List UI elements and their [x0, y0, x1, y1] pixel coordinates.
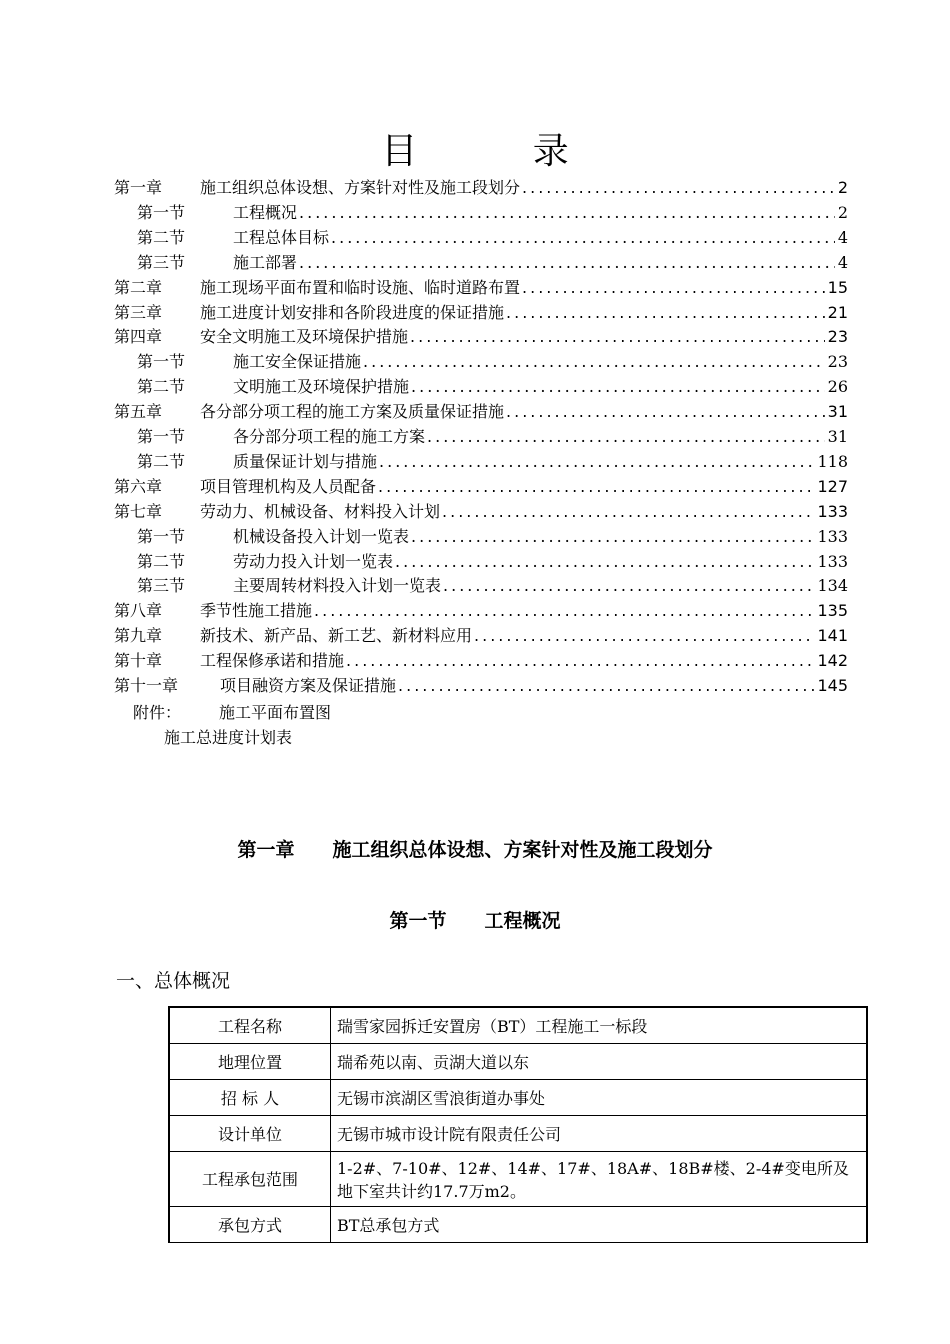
row-label: 地理位置	[169, 1043, 331, 1079]
toc-chapter-entry[interactable]	[114, 598, 848, 622]
toc-section-entry[interactable]	[137, 225, 848, 249]
toc-entry-number: 第二节	[137, 451, 186, 471]
toc-entry-number: 第十一章	[114, 676, 179, 695]
toc-entry-number: 第七章	[114, 501, 163, 521]
toc-section-entry[interactable]	[137, 524, 848, 548]
toc-leader-dots	[395, 552, 814, 571]
table-row	[169, 1151, 867, 1206]
toc-entry-title: 工程总体目标	[233, 227, 330, 247]
toc-entry-number: 第二节	[137, 227, 186, 247]
toc-entry-title: 质量保证计划与措施	[233, 451, 378, 471]
toc-leader-dots	[443, 576, 814, 595]
toc-entry-number: 第三节	[137, 252, 186, 272]
toc-page-number: 4	[837, 252, 848, 272]
toc-entry-number: 第九章	[114, 626, 163, 646]
toc-page-number: 135	[817, 601, 848, 621]
toc-section-entry[interactable]	[137, 349, 848, 373]
attachment-item: 施工总进度计划表	[164, 728, 293, 747]
toc-entry-number: 第一节	[137, 202, 186, 222]
toc-entry-title: 新技术、新产品、新工艺、新材料应用	[200, 626, 473, 646]
overview-subheading: 一、总体概况	[116, 970, 231, 992]
toc-leader-dots	[398, 676, 814, 695]
toc-entry-title: 机械设备投入计划一览表	[233, 526, 410, 546]
toc-page-number: 31	[827, 427, 848, 446]
toc-leader-dots	[506, 402, 825, 421]
row-label: 工程名称	[169, 1007, 331, 1043]
row-label: 承包方式	[169, 1206, 331, 1242]
section-heading: 第一节 工程概况	[389, 910, 561, 932]
toc-entry-number: 第八章	[114, 601, 163, 621]
toc-entry-title: 施工部署	[233, 252, 298, 272]
toc-entry-number: 第一章	[114, 178, 163, 197]
toc-page-number: 142	[817, 651, 848, 671]
toc-leader-dots	[442, 502, 814, 521]
toc-page-number: 15	[827, 277, 848, 297]
toc-entry-title: 劳动力、机械设备、材料投入计划	[200, 501, 441, 521]
toc-entry-number: 第四章	[114, 327, 163, 347]
toc-page-number: 141	[817, 626, 848, 646]
toc-chapter-entry[interactable]	[114, 474, 848, 498]
toc-entry-number: 第二节	[137, 377, 186, 397]
toc-entry-title: 各分部分项工程的施工方案	[233, 427, 426, 446]
toc-entry-title: 施工现场平面布置和临时设施、临时道路布置	[200, 277, 521, 297]
toc-page-number: 134	[817, 576, 848, 596]
toc-entry-title: 安全文明施工及环境保护措施	[200, 327, 409, 347]
toc-leader-dots	[363, 352, 825, 371]
attachments-label: 附件：	[133, 703, 182, 722]
toc-page-number: 2	[837, 178, 848, 197]
toc-entry-title: 劳动力投入计划一览表	[233, 551, 394, 571]
toc-chapter-entry[interactable]	[114, 673, 848, 697]
toc-page-number: 145	[817, 676, 848, 695]
toc-entry-number: 第一节	[137, 526, 186, 546]
row-value: 瑞希苑以南、贡湖大道以东	[331, 1043, 868, 1079]
attachment-item: 施工平面布置图	[219, 703, 332, 722]
row-label: 招 标 人	[169, 1079, 331, 1115]
toc-entry-number: 第五章	[114, 402, 163, 422]
toc-section-entry[interactable]	[137, 200, 848, 224]
table-row	[169, 1043, 867, 1079]
toc-chapter-entry[interactable]	[114, 648, 848, 672]
toc-entry-number: 第二章	[114, 277, 163, 297]
project-overview-table	[168, 1006, 868, 1243]
toc-page-number: 118	[817, 451, 848, 471]
row-label: 工程承包范围	[169, 1151, 331, 1206]
toc-leader-dots	[411, 527, 814, 546]
toc-entry-title: 各分部分项工程的施工方案及质量保证措施	[200, 402, 505, 422]
toc-page-number: 2	[837, 202, 848, 222]
toc-chapter-entry[interactable]	[114, 275, 848, 299]
table-row	[169, 1115, 867, 1151]
toc-entry-title: 项目融资方案及保证措施	[220, 676, 397, 695]
row-value: BT总承包方式	[331, 1206, 868, 1242]
toc-entry-title: 项目管理机构及人员配备	[200, 476, 377, 496]
toc-entry-title: 工程概况	[233, 202, 298, 222]
toc-page-number: 26	[827, 377, 848, 397]
toc-entry-title: 施工组织总体设想、方案针对性及施工段划分	[200, 178, 521, 197]
toc-entry-number: 第一节	[137, 427, 186, 446]
toc-leader-dots	[474, 626, 814, 645]
toc-leader-dots	[411, 377, 825, 396]
table-row	[169, 1206, 867, 1242]
toc-page-number: 23	[827, 352, 848, 372]
toc-leader-dots	[379, 452, 814, 471]
toc-chapter-entry[interactable]	[114, 499, 848, 523]
toc-page-number: 133	[817, 526, 848, 546]
toc-page-number: 133	[817, 501, 848, 521]
toc-entry-title: 施工安全保证措施	[233, 352, 362, 372]
toc-chapter-entry[interactable]	[114, 175, 848, 199]
toc-leader-dots	[314, 601, 814, 620]
row-value: 无锡市滨湖区雪浪街道办事处	[331, 1079, 868, 1115]
toc-entry-title: 施工进度计划安排和各阶段进度的保证措施	[200, 302, 505, 322]
toc-section-entry[interactable]	[137, 573, 848, 597]
toc-section-entry[interactable]	[137, 374, 848, 398]
toc-section-entry[interactable]	[137, 424, 848, 448]
toc-chapter-entry[interactable]	[114, 623, 848, 647]
toc-page-number: 127	[817, 476, 848, 496]
toc-entry-number: 第三章	[114, 302, 163, 322]
toc-chapter-entry[interactable]	[114, 324, 848, 348]
toc-leader-dots	[331, 228, 835, 247]
toc-leader-dots	[299, 203, 835, 222]
toc-entry-title: 季节性施工措施	[200, 601, 313, 621]
toc-leader-dots	[346, 651, 814, 670]
toc-leader-dots	[299, 253, 835, 272]
toc-chapter-entry[interactable]	[114, 399, 848, 423]
toc-entry-number: 第二节	[137, 551, 186, 571]
table-row	[169, 1079, 867, 1115]
toc-entry-number: 第十章	[114, 651, 163, 671]
row-value: 无锡市城市设计院有限责任公司	[331, 1115, 868, 1151]
toc-leader-dots	[427, 427, 825, 446]
toc-entry-number: 第一节	[137, 352, 186, 372]
toc-section-entry[interactable]	[137, 250, 848, 274]
toc-title: 目 录	[381, 131, 621, 172]
toc-page-number: 31	[827, 402, 848, 422]
toc-page-number: 23	[827, 327, 848, 347]
toc-entry-number: 第三节	[137, 576, 186, 596]
row-value: 瑞雪家园拆迁安置房（BT）工程施工一标段	[331, 1007, 868, 1043]
toc-leader-dots	[410, 327, 825, 346]
toc-entry-number: 第六章	[114, 476, 163, 496]
toc-entry-title: 文明施工及环境保护措施	[233, 377, 410, 397]
toc-leader-dots	[506, 303, 825, 322]
toc-leader-dots	[378, 477, 814, 496]
toc-chapter-entry[interactable]	[114, 300, 848, 324]
toc-page-number: 4	[837, 227, 848, 247]
chapter-heading: 第一章 施工组织总体设想、方案针对性及施工段划分	[237, 839, 713, 861]
toc-leader-dots	[522, 278, 825, 297]
toc-leader-dots	[522, 178, 835, 197]
row-value: 1-2#、7-10#、12#、14#、17#、18A#、18B#楼、2-4#变电所及地下室共计约17.7万m2。	[331, 1151, 868, 1206]
toc-entry-title: 工程保修承诺和措施	[200, 651, 345, 671]
toc-section-entry[interactable]	[137, 449, 848, 473]
row-label: 设计单位	[169, 1115, 331, 1151]
toc-entry-title: 主要周转材料投入计划一览表	[233, 576, 442, 596]
toc-section-entry[interactable]	[137, 549, 848, 573]
table-row	[169, 1007, 867, 1043]
toc-page-number: 133	[817, 551, 848, 571]
toc-page-number: 21	[827, 302, 848, 322]
